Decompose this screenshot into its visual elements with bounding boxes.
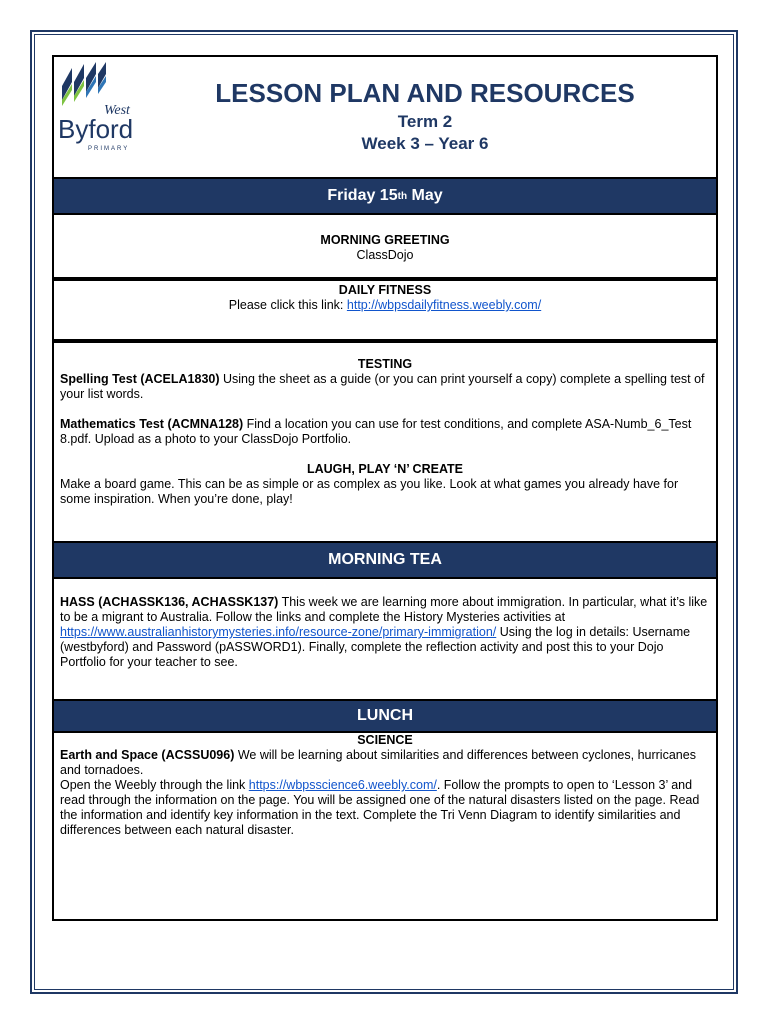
day-band-prefix: Friday 15	[327, 187, 398, 204]
testing-box	[52, 341, 718, 543]
hass-text-1: This week we are learning more about immigration. In particular, what it’s like to be a migrant to Australia. Follow the links and complete the History Mysteries activities at	[60, 595, 708, 624]
daily-fitness-box	[52, 279, 718, 341]
daily-fitness-line	[54, 298, 716, 313]
maths-test-paragraph	[54, 417, 716, 447]
science-title: Earth and Space (ACSSU096)	[60, 748, 235, 762]
page-title: LESSON PLAN AND RESOURCES	[215, 78, 635, 108]
science-paragraph-2	[54, 778, 716, 838]
logo-stripes-icon	[62, 62, 106, 106]
science-box	[52, 731, 718, 921]
laugh-play-create-text: Make a board game. This can be as simple or as complex as you like. Look at what games you already have for some inspiration. When you’re done, play!	[60, 477, 679, 506]
svg-text:PRIMARY: PRIMARY	[88, 146, 130, 152]
morning-greeting-text: ClassDojo	[356, 248, 414, 262]
laugh-play-create-heading: LAUGH, PLAY ‘N’ CREATE	[306, 462, 464, 476]
day-band-suffix: May	[407, 187, 443, 204]
spelling-test-paragraph	[54, 372, 716, 402]
school-logo	[58, 62, 144, 152]
science-heading: SCIENCE	[357, 733, 413, 747]
morning-tea-band: MORNING TEA	[52, 543, 718, 577]
hass-text-2: Using the log in details: Username (westbyford) and Password (pASSWORD1). Finally, complete the reflection activity and post this to your Dojo Portfolio for your teacher to see.	[60, 625, 691, 669]
maths-test-text: Find a location you can use for test conditions, and complete ASA-Numb_6_Test 8.pdf. Upload as a photo to your ClassDojo Portfolio.	[60, 417, 692, 446]
daily-fitness-link[interactable]: http://wbpsdailyfitness.weebly.com/	[346, 298, 542, 312]
hass-paragraph	[54, 595, 716, 670]
spelling-test-title: Spelling Test (ACELA1830)	[60, 372, 220, 386]
science-link[interactable]: https://wbpsscience6.weebly.com/	[248, 778, 437, 792]
day-band	[52, 179, 718, 213]
hass-title: HASS (ACHASSK136, ACHASSK137)	[60, 595, 279, 609]
maths-test-title: Mathematics Test (ACMNA128)	[60, 417, 244, 431]
spelling-test-text: Using the sheet as a guide (or you can print yourself a copy) complete a spelling test of your list words.	[60, 372, 705, 401]
testing-heading: TESTING	[357, 357, 413, 371]
daily-fitness-heading: DAILY FITNESS	[338, 283, 432, 297]
svg-text:Byford: Byford	[58, 114, 134, 144]
daily-fitness-text: Please click this link:	[228, 298, 347, 312]
science-text-2: Open the Weebly through the link	[60, 778, 249, 792]
hass-box	[52, 577, 718, 701]
week-label: Week 3 – Year 6	[361, 134, 489, 153]
science-text-1: We will be learning about similarities and differences between cyclones, hurricanes and tornadoes.	[60, 748, 696, 777]
science-paragraph-1	[54, 748, 716, 778]
morning-greeting-heading: MORNING GREETING	[320, 233, 450, 247]
morning-greeting-box	[52, 213, 718, 279]
science-text-3: . Follow the prompts to open to ‘Lesson 3’ and read through the information on the page. You will be assigned one of the natural disasters listed on the page. Read the information and identify key information in the text. Complete the Tri Venn Diagram to identify similarities and differences between each natural disaster.	[60, 778, 700, 837]
day-band-sup: th	[397, 190, 408, 202]
term-label: Term 2	[397, 112, 453, 131]
svg-text:West: West	[104, 103, 130, 118]
hass-link[interactable]: https://www.australianhistorymysteries.info/resource-zone/primary-immigration/	[60, 625, 497, 639]
lunch-band: LUNCH	[52, 701, 718, 731]
